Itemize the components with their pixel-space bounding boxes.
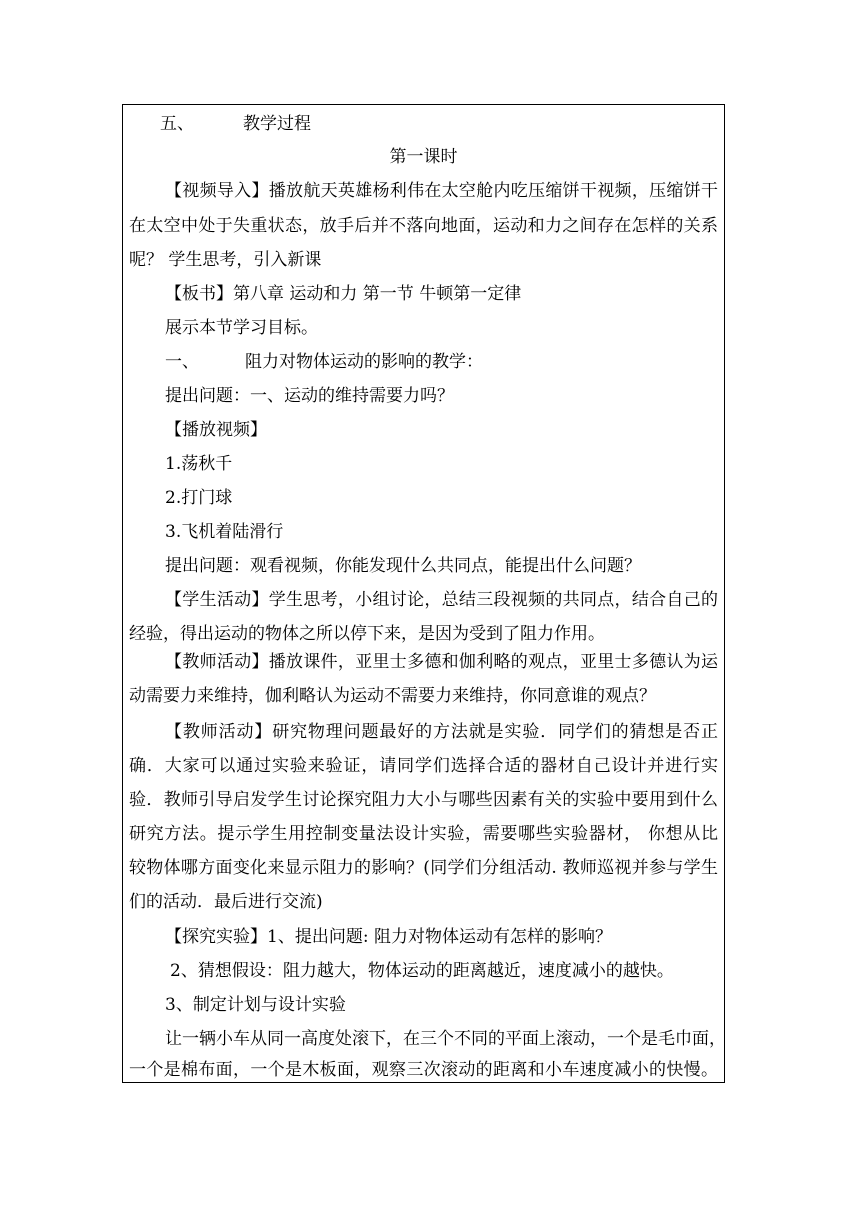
paragraph-line: 3、制定计划与设计实验 [165, 995, 346, 1015]
list-item: 1.荡秋千 [165, 454, 233, 474]
paragraph-line: 呢？ 学生思考，引入新课 [129, 250, 322, 270]
paragraph-line: 研究方法。提示学生用控制变量法设计实验，需要哪些实验器材， 你想从比 [129, 824, 718, 844]
paragraph-line: 【教师活动】播放课件，亚里士多德和伽利略的观点，亚里士多德认为运 [165, 652, 718, 672]
paragraph-line: 【学生活动】学生思考，小组讨论，总结三段视频的共同点，结合自己的 [165, 590, 718, 610]
paragraph-line: 确．大家可以通过实验来验证，请同学们选择合适的器材自己设计并进行实 [129, 756, 718, 776]
paragraph-line: 2、猜想假设：阻力越大，物体运动的距离越近，速度减小的越快。 [170, 961, 674, 981]
paragraph-line: 较物体哪方面变化来显示阻力的影响？(同学们分组活动. 教师巡视并参与学生 [129, 858, 718, 878]
paragraph-line: 让一辆小车从同一高度处滚下，在三个不同的平面上滚动，一个是毛巾面， [165, 1029, 726, 1049]
lesson-title: 第一课时 [389, 147, 458, 167]
paragraph-line: 验．教师引导启发学生讨论探究阻力大小与哪些因素有关的实验中要用到什么 [129, 790, 718, 810]
paragraph-line: 【探究实验】1、提出问题: 阻力对物体运动有怎样的影响？ [165, 927, 612, 947]
paragraph-line: 【板书】第八章 运动和力 第一节 牛顿第一定律 [165, 284, 522, 304]
paragraph-line: 提出问题：观看视频，你能发现什么共同点，能提出什么问题？ [165, 556, 641, 576]
list-item: 2.打门球 [165, 488, 233, 508]
lesson-plan-table-cell [122, 104, 725, 1083]
section-heading [129, 114, 718, 134]
paragraph-line: 【教师活动】研究物理问题最好的方法就是实验．同学们的猜想是否正 [165, 722, 718, 742]
subsection-number: 一、 [165, 352, 199, 372]
paragraph-line: 展示本节学习目标。 [165, 318, 318, 338]
section-number: 五、 [160, 114, 194, 134]
list-item: 3.飞机着陆滑行 [165, 522, 284, 542]
paragraph-line: 提出问题：一、运动的维持需要力吗？ [165, 386, 454, 406]
section-title: 教学过程 [243, 114, 311, 134]
paragraph-line: 们的活动．最后进行交流) [129, 892, 323, 912]
paragraph-line: 经验，得出运动的物体之所以停下来，是因为受到了阻力作用。 [129, 624, 605, 644]
subsection-heading [129, 352, 718, 372]
paragraph-line: 【播放视频】 [165, 420, 267, 440]
paragraph-line: 动需要力来维持，伽利略认为运动不需要力来维持，你同意谁的观点？ [129, 686, 656, 706]
paragraph-line: 一个是棉布面，一个是木板面，观察三次滚动的距离和小车速度减小的快慢。 [129, 1060, 718, 1080]
paragraph-line: 在太空中处于失重状态，放手后并不落向地面，运动和力之间存在怎样的关系 [129, 216, 718, 236]
paragraph-line: 【视频导入】播放航天英雄杨利伟在太空舱内吃压缩饼干视频，压缩饼干 [165, 181, 718, 201]
subsection-title: 阻力对物体运动的影响的教学： [245, 352, 483, 372]
